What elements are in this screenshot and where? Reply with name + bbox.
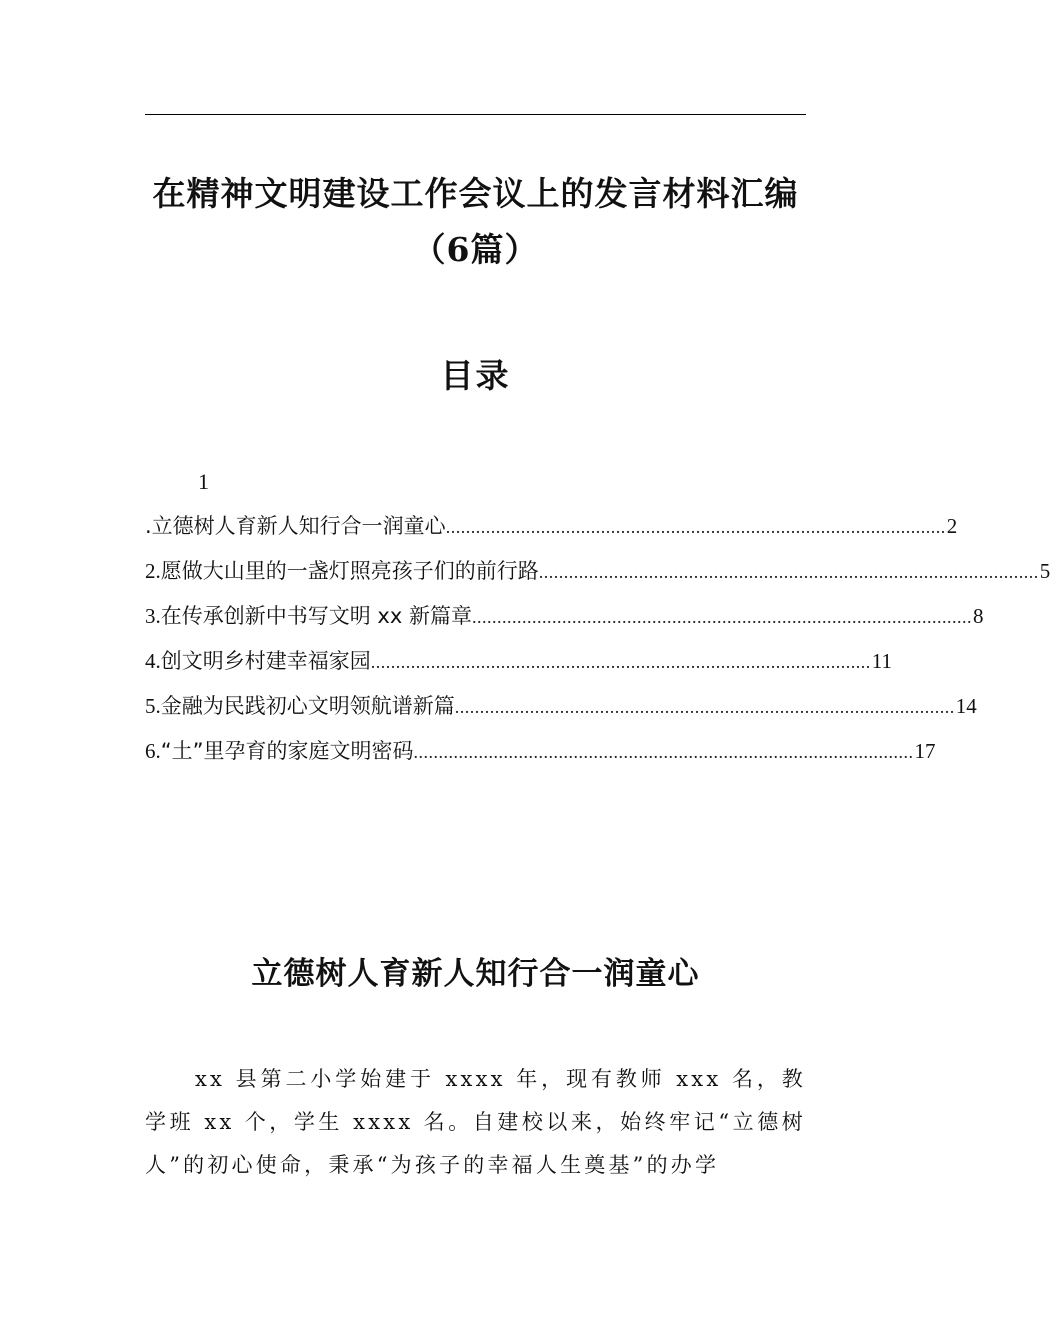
toc-dot-leader: .................................................................................................... bbox=[454, 697, 955, 717]
toc-entry-number: 6. bbox=[145, 739, 161, 763]
section-title: 立德树人育新人知行合一润童心 bbox=[251, 956, 700, 992]
toc-dot-leader: .................................................................................................... bbox=[370, 652, 871, 672]
toc-entry-3[interactable] bbox=[145, 598, 984, 643]
toc-dot-leader: .................................................................................................... bbox=[445, 517, 946, 537]
toc-heading: 目录 bbox=[440, 356, 511, 395]
toc-entry-page: 2 bbox=[946, 514, 958, 538]
toc-entry-number: 3. bbox=[145, 604, 161, 628]
toc-entry-page: 14 bbox=[955, 694, 977, 718]
toc-entry-number: 2. bbox=[145, 559, 161, 583]
toc-entry-1[interactable] bbox=[145, 508, 958, 553]
header-rule bbox=[145, 114, 806, 115]
toc-dot-leader: .................................................................................................... bbox=[538, 562, 1039, 582]
toc-dot-leader: .................................................................................................... bbox=[471, 607, 972, 627]
toc-entry-label: 创文明乡村建幸福家园 bbox=[160, 649, 371, 673]
toc-dot-leader: .................................................................................................... bbox=[413, 742, 914, 762]
toc-entry-6[interactable] bbox=[145, 733, 936, 778]
toc-entry-label: 愿做大山里的一盏灯照亮孩子们的前行路 bbox=[160, 559, 539, 583]
document-title: 在精神文明建设工作会议上的发言材料汇编（6篇） bbox=[152, 174, 799, 269]
toc-list bbox=[145, 508, 1050, 778]
toc-entry-label: .立德树人育新人知行合一润童心 bbox=[145, 514, 446, 538]
toc-entry-2[interactable] bbox=[145, 553, 1050, 598]
toc-entry-label: “土”里孕育的家庭文明密码 bbox=[160, 739, 414, 763]
toc-entry-label: 在传承创新中书写文明 xx 新篇章 bbox=[160, 604, 472, 628]
toc-entry-number: 4. bbox=[145, 649, 161, 673]
toc-first-number: 1 bbox=[198, 469, 209, 494]
toc-entry-5[interactable] bbox=[145, 688, 977, 733]
body-paragraph: xx 县第二小学始建于 xxxx 年，现有教师 xxx 名，教学班 xx 个，学生 xxxx 名。自建校以来，始终牢记“立德树人”的初心使命，秉承“为孩子的幸福人生奠基”的办学 bbox=[145, 1067, 806, 1177]
toc-entry-page: 17 bbox=[914, 739, 936, 763]
toc-entry-page: 11 bbox=[871, 649, 892, 673]
toc-entry-4[interactable] bbox=[145, 643, 892, 688]
toc-entry-page: 8 bbox=[972, 604, 984, 628]
toc-entry-label: 金融为民践初心文明领航谱新篇 bbox=[160, 694, 455, 718]
toc-entry-page: 5 bbox=[1039, 559, 1050, 583]
toc-entry-number: 5. bbox=[145, 694, 161, 718]
